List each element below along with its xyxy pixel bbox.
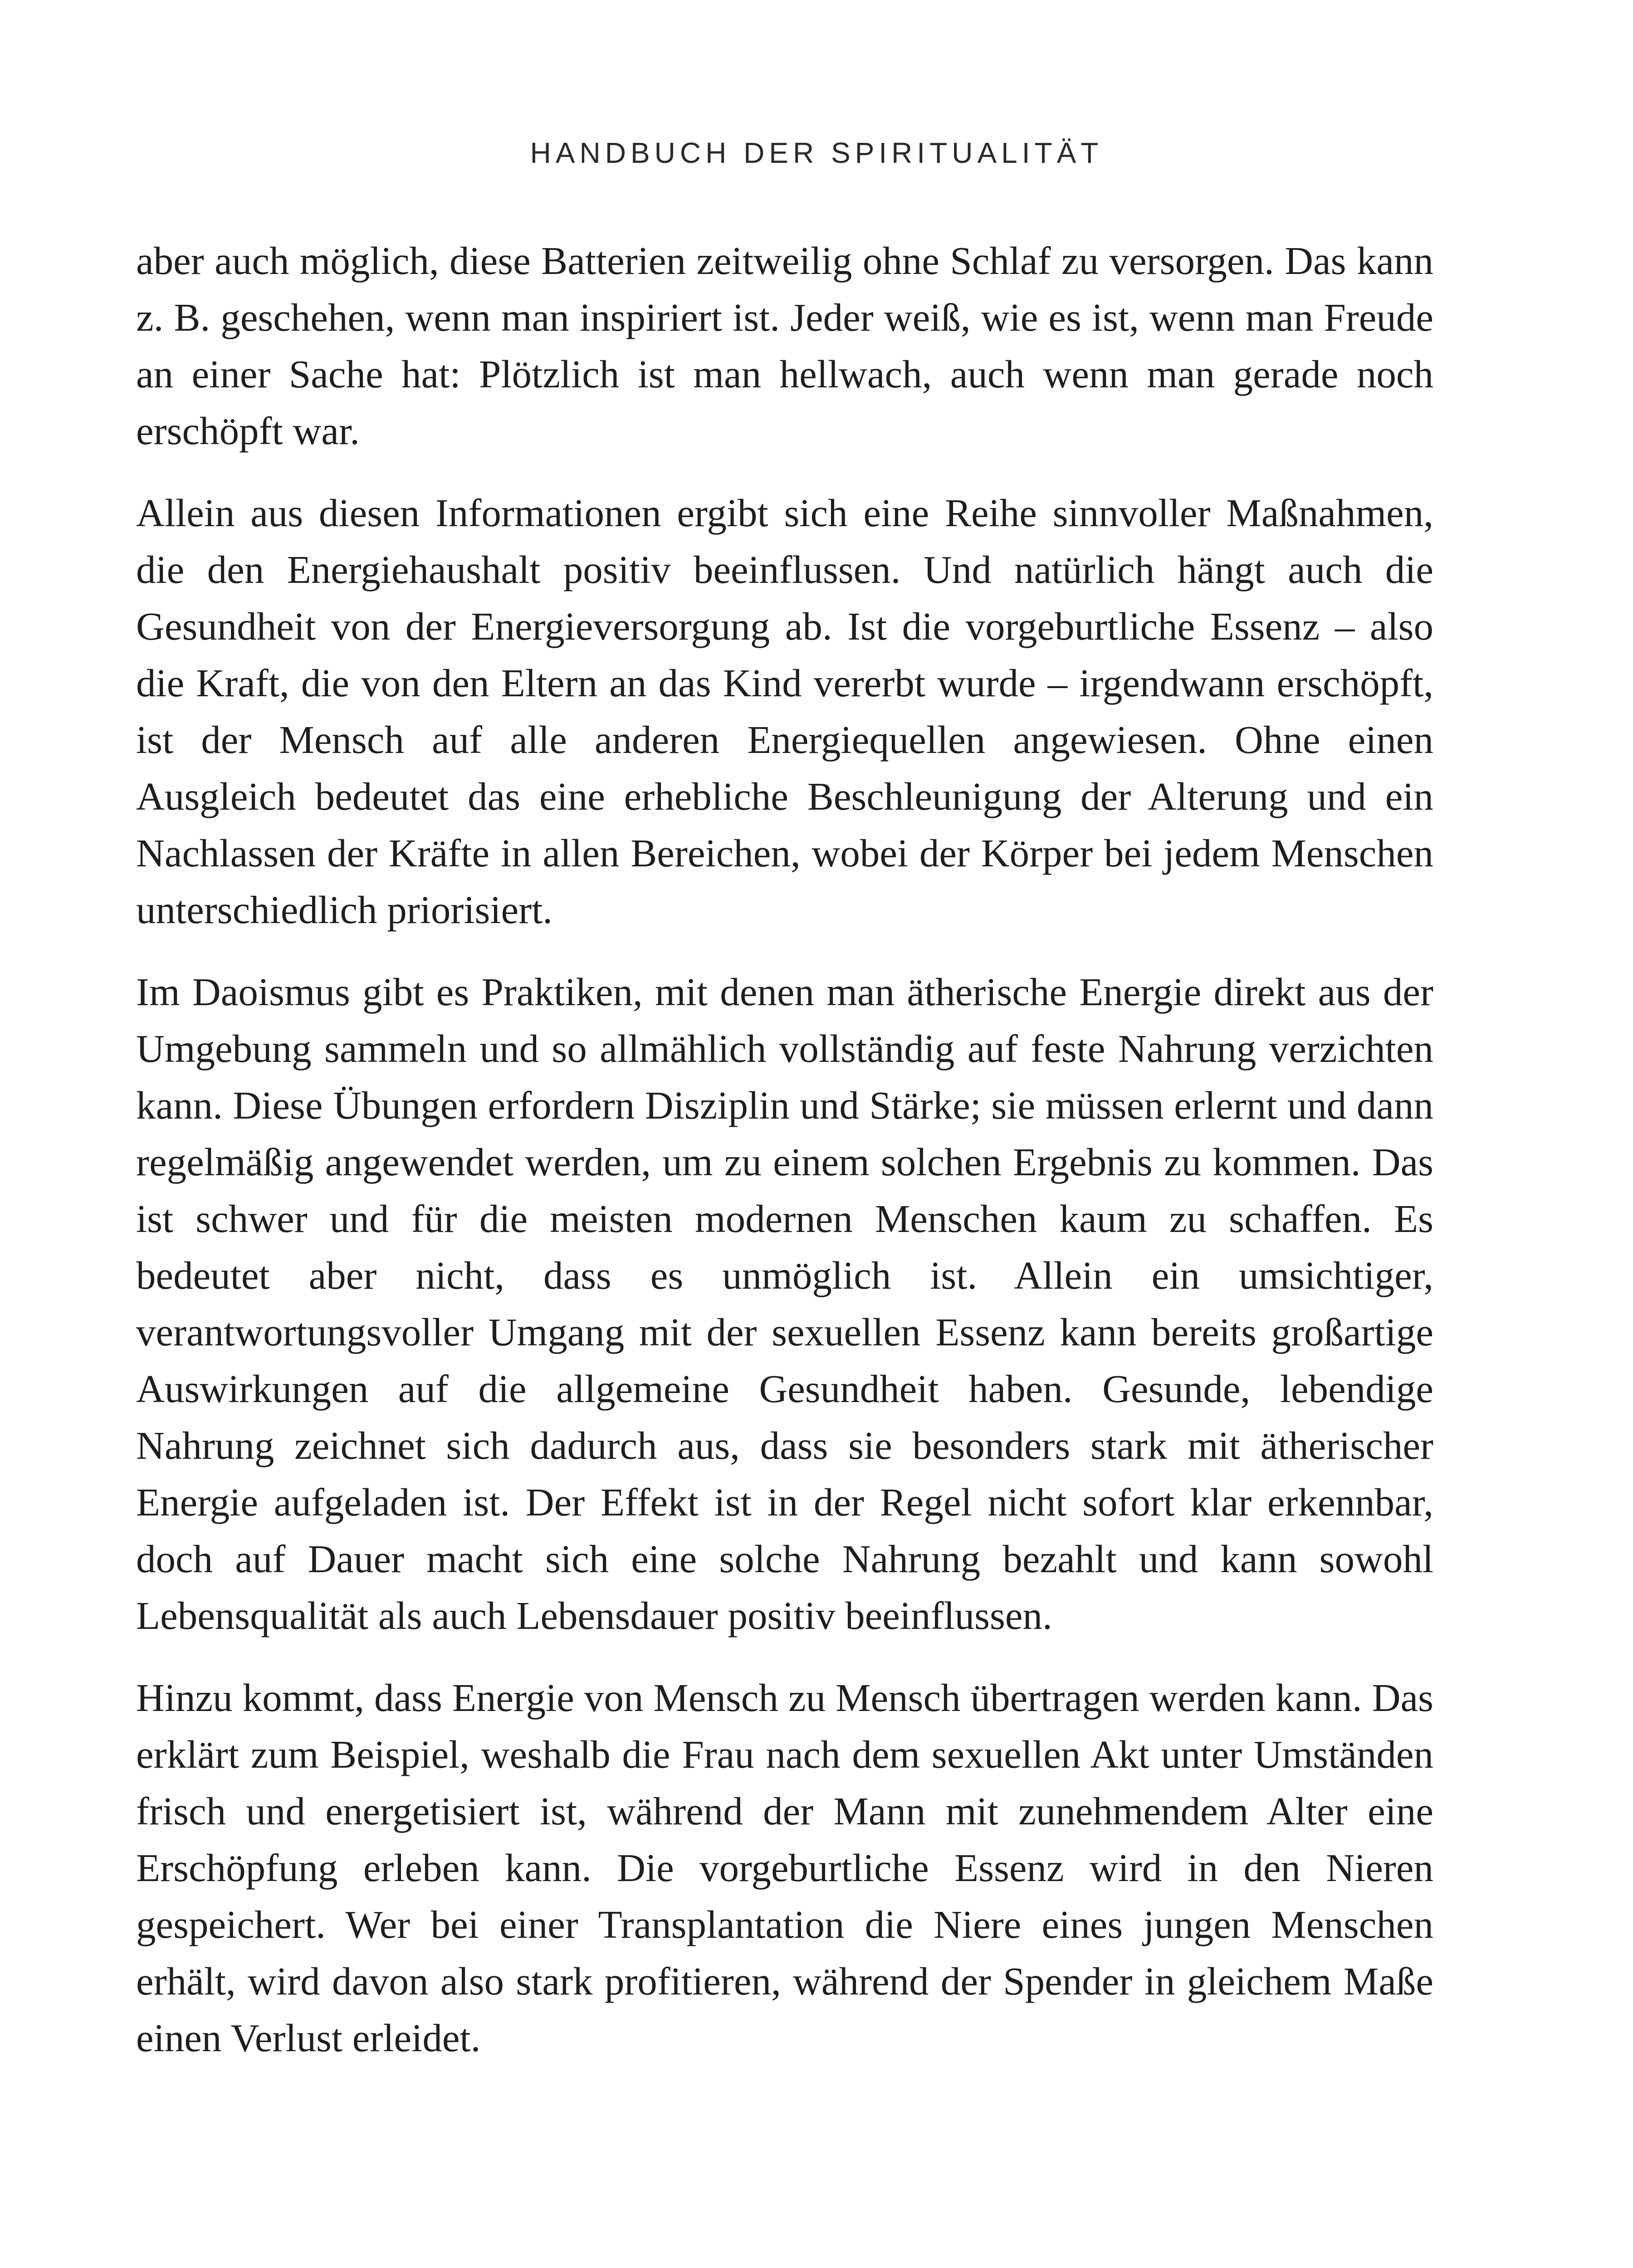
paragraph: aber auch möglich, diese Batterien zeitweilig ohne Schlaf zu versorgen. Das kann z. B. geschehen, wenn man inspiriert ist. Jeder weiß, wie es ist, wenn man Freude an einer Sache hat: Plötzlich ist man hellwach, auch wenn man gerade noch erschöpft war. — [136, 239, 1433, 453]
paragraph: Im Daoismus gibt es Praktiken, mit denen man ätherische Energie direkt aus der Umgebung sammeln und so allmählich vollständig auf feste Nahrung verzichten kann. Diese Übungen erfordern Disziplin und Stärke; sie müssen erlernt und dann regelmäßig angewendet werden, um zu einem solchen Ergebnis zu kommen. Das ist schwer und für die meisten modernen Menschen kaum zu schaffen. Es bedeutet aber nicht, dass es unmöglich ist. Allein ein umsichtiger, verantwortungsvoller Umgang mit der sexuellen Essenz kann bereits großartige Auswirkungen auf die allgemeine Gesundheit haben. Gesunde, lebendige Nahrung zeichnet sich dadurch aus, dass sie besonders stark mit ätherischer Energie aufgeladen ist. Der Effekt ist in der Regel nicht sofort klar erkennbar, doch auf Dauer macht sich eine solche Nahrung bezahlt und kann sowohl Lebensqualität als auch Lebensdauer positiv beeinflussen. — [136, 970, 1433, 1637]
running-head-title: HANDBUCH DER SPIRITUALITÄT — [530, 137, 1103, 169]
paragraph: Allein aus diesen Informationen ergibt sich eine Reihe sinnvoller Maßnahmen, die den Energiehaushalt positiv beeinflussen. Und natürlich hängt auch die Gesundheit von der Energieversorgung ab. Ist die vorgeburtliche Essenz – also die Kraft, die von den Eltern an das Kind vererbt wurde – irgendwann erschöpft, ist der Mensch auf alle anderen Energiequellen angewiesen. Ohne einen Ausgleich bedeutet das eine erhebliche Beschleunigung der Alterung und ein Nachlassen der Kräfte in allen Bereichen, wobei der Körper bei jedem Menschen unterschiedlich priorisiert. — [136, 491, 1433, 932]
paragraph: Hinzu kommt, dass Energie von Mensch zu Mensch übertragen werden kann. Das erklärt zum Beispiel, weshalb die Frau nach dem sexuellen Akt unter Umständen frisch und energetisiert ist, während der Mann mit zunehmendem Alter eine Erschöpfung erleben kann. Die vorgeburtliche Essenz wird in den Nieren gespeichert. Wer bei einer Transplantation die Niere eines jungen Menschen erhält, wird davon also stark profitieren, während der Spender in gleichem Maße einen Verlust erleidet. — [136, 1676, 1433, 2060]
body-text — [136, 232, 1433, 2066]
